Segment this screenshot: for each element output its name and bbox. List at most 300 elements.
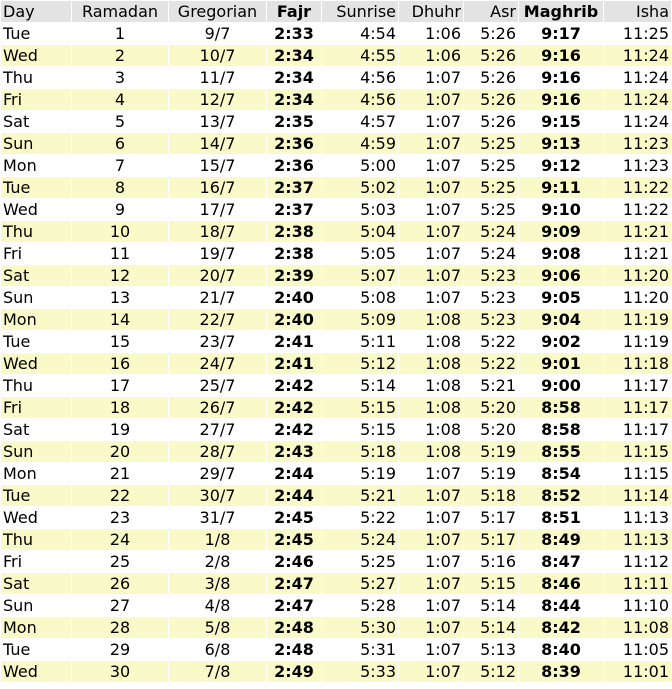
- table-row: [1, 639, 672, 661]
- cell-gregorian: 9/7: [169, 23, 267, 45]
- cell-dhuhr: 1:07: [399, 133, 464, 155]
- cell-ramadan: 9: [72, 199, 169, 221]
- cell-asr: 5:25: [464, 177, 519, 199]
- cell-fajr: 2:33: [267, 23, 322, 45]
- cell-isha: 11:19: [604, 309, 672, 331]
- cell-maghrib: 9:15: [519, 111, 604, 133]
- cell-gregorian: 3/8: [169, 573, 267, 595]
- cell-dhuhr: 1:07: [399, 67, 464, 89]
- cell-day: Wed: [1, 661, 72, 683]
- cell-fajr: 2:34: [267, 89, 322, 111]
- cell-dhuhr: 1:07: [399, 617, 464, 639]
- cell-maghrib: 8:40: [519, 639, 604, 661]
- cell-isha: 11:01: [604, 661, 672, 683]
- table-row: [1, 551, 672, 573]
- cell-maghrib: 9:05: [519, 287, 604, 309]
- cell-ramadan: 2: [72, 45, 169, 67]
- cell-dhuhr: 1:07: [399, 485, 464, 507]
- cell-sunrise: 5:33: [322, 661, 399, 683]
- table-header: [1, 1, 672, 23]
- cell-dhuhr: 1:08: [399, 419, 464, 441]
- cell-isha: 11:11: [604, 573, 672, 595]
- cell-ramadan: 25: [72, 551, 169, 573]
- cell-asr: 5:23: [464, 287, 519, 309]
- cell-sunrise: 5:22: [322, 507, 399, 529]
- cell-day: Fri: [1, 397, 72, 419]
- cell-asr: 5:19: [464, 463, 519, 485]
- cell-fajr: 2:34: [267, 67, 322, 89]
- cell-dhuhr: 1:07: [399, 287, 464, 309]
- cell-fajr: 2:49: [267, 661, 322, 683]
- cell-asr: 5:26: [464, 45, 519, 67]
- cell-isha: 11:13: [604, 507, 672, 529]
- cell-asr: 5:26: [464, 89, 519, 111]
- cell-day: Sat: [1, 419, 72, 441]
- cell-dhuhr: 1:07: [399, 265, 464, 287]
- cell-day: Tue: [1, 331, 72, 353]
- cell-day: Thu: [1, 375, 72, 397]
- cell-fajr: 2:42: [267, 419, 322, 441]
- cell-asr: 5:26: [464, 67, 519, 89]
- cell-dhuhr: 1:08: [399, 441, 464, 463]
- cell-gregorian: 6/8: [169, 639, 267, 661]
- cell-day: Mon: [1, 309, 72, 331]
- cell-dhuhr: 1:07: [399, 177, 464, 199]
- cell-fajr: 2:44: [267, 485, 322, 507]
- cell-gregorian: 23/7: [169, 331, 267, 353]
- cell-fajr: 2:37: [267, 199, 322, 221]
- cell-dhuhr: 1:07: [399, 551, 464, 573]
- cell-maghrib: 9:16: [519, 45, 604, 67]
- cell-dhuhr: 1:08: [399, 331, 464, 353]
- cell-sunrise: 5:04: [322, 221, 399, 243]
- header-sunrise: Sunrise: [322, 1, 399, 23]
- cell-isha: 11:15: [604, 463, 672, 485]
- cell-maghrib: 8:55: [519, 441, 604, 463]
- cell-ramadan: 8: [72, 177, 169, 199]
- cell-maghrib: 9:10: [519, 199, 604, 221]
- cell-sunrise: 5:27: [322, 573, 399, 595]
- cell-dhuhr: 1:07: [399, 89, 464, 111]
- cell-asr: 5:25: [464, 155, 519, 177]
- cell-sunrise: 4:56: [322, 67, 399, 89]
- cell-ramadan: 14: [72, 309, 169, 331]
- cell-gregorian: 13/7: [169, 111, 267, 133]
- table-row: [1, 45, 672, 67]
- cell-dhuhr: 1:07: [399, 595, 464, 617]
- cell-fajr: 2:48: [267, 639, 322, 661]
- cell-isha: 11:17: [604, 397, 672, 419]
- table-row: [1, 485, 672, 507]
- cell-isha: 11:20: [604, 287, 672, 309]
- cell-dhuhr: 1:07: [399, 529, 464, 551]
- header-dhuhr: Dhuhr: [399, 1, 464, 23]
- cell-maghrib: 8:58: [519, 419, 604, 441]
- cell-fajr: 2:40: [267, 309, 322, 331]
- cell-dhuhr: 1:07: [399, 155, 464, 177]
- cell-maghrib: 8:58: [519, 397, 604, 419]
- table-row: [1, 155, 672, 177]
- cell-sunrise: 5:25: [322, 551, 399, 573]
- table-row: [1, 331, 672, 353]
- cell-asr: 5:14: [464, 595, 519, 617]
- cell-ramadan: 7: [72, 155, 169, 177]
- cell-ramadan: 17: [72, 375, 169, 397]
- cell-asr: 5:26: [464, 23, 519, 45]
- cell-asr: 5:23: [464, 265, 519, 287]
- cell-day: Thu: [1, 67, 72, 89]
- cell-asr: 5:15: [464, 573, 519, 595]
- header-isha: Isha: [604, 1, 672, 23]
- cell-asr: 5:24: [464, 243, 519, 265]
- cell-gregorian: 29/7: [169, 463, 267, 485]
- cell-maghrib: 9:17: [519, 23, 604, 45]
- cell-asr: 5:12: [464, 661, 519, 683]
- cell-maghrib: 9:13: [519, 133, 604, 155]
- cell-gregorian: 28/7: [169, 441, 267, 463]
- table-row: [1, 177, 672, 199]
- cell-sunrise: 4:56: [322, 89, 399, 111]
- table-row: [1, 573, 672, 595]
- cell-ramadan: 12: [72, 265, 169, 287]
- cell-fajr: 2:46: [267, 551, 322, 573]
- cell-isha: 11:24: [604, 89, 672, 111]
- cell-ramadan: 21: [72, 463, 169, 485]
- cell-ramadan: 28: [72, 617, 169, 639]
- cell-ramadan: 27: [72, 595, 169, 617]
- cell-ramadan: 26: [72, 573, 169, 595]
- cell-sunrise: 4:57: [322, 111, 399, 133]
- cell-isha: 11:24: [604, 111, 672, 133]
- cell-gregorian: 27/7: [169, 419, 267, 441]
- table-row: [1, 661, 672, 683]
- table-row: [1, 617, 672, 639]
- cell-maghrib: 8:44: [519, 595, 604, 617]
- cell-fajr: 2:42: [267, 375, 322, 397]
- cell-asr: 5:25: [464, 133, 519, 155]
- cell-gregorian: 2/8: [169, 551, 267, 573]
- cell-asr: 5:16: [464, 551, 519, 573]
- cell-gregorian: 4/8: [169, 595, 267, 617]
- cell-sunrise: 5:24: [322, 529, 399, 551]
- cell-fajr: 2:42: [267, 397, 322, 419]
- cell-fajr: 2:36: [267, 133, 322, 155]
- cell-isha: 11:23: [604, 155, 672, 177]
- cell-isha: 11:23: [604, 133, 672, 155]
- cell-ramadan: 18: [72, 397, 169, 419]
- cell-dhuhr: 1:07: [399, 507, 464, 529]
- cell-gregorian: 20/7: [169, 265, 267, 287]
- header-day: Day: [1, 1, 72, 23]
- cell-isha: 11:21: [604, 221, 672, 243]
- cell-sunrise: 5:28: [322, 595, 399, 617]
- cell-ramadan: 5: [72, 111, 169, 133]
- cell-fajr: 2:44: [267, 463, 322, 485]
- cell-day: Tue: [1, 177, 72, 199]
- cell-maghrib: 9:16: [519, 67, 604, 89]
- table-row: [1, 199, 672, 221]
- cell-sunrise: 5:15: [322, 419, 399, 441]
- cell-day: Mon: [1, 463, 72, 485]
- cell-isha: 11:22: [604, 177, 672, 199]
- cell-sunrise: 5:21: [322, 485, 399, 507]
- cell-asr: 5:20: [464, 419, 519, 441]
- cell-day: Wed: [1, 353, 72, 375]
- table-row: [1, 89, 672, 111]
- cell-sunrise: 5:14: [322, 375, 399, 397]
- cell-asr: 5:22: [464, 331, 519, 353]
- cell-fajr: 2:36: [267, 155, 322, 177]
- cell-dhuhr: 1:07: [399, 243, 464, 265]
- cell-sunrise: 5:30: [322, 617, 399, 639]
- cell-dhuhr: 1:08: [399, 397, 464, 419]
- cell-maghrib: 9:02: [519, 331, 604, 353]
- cell-day: Fri: [1, 89, 72, 111]
- cell-dhuhr: 1:06: [399, 45, 464, 67]
- table-row: [1, 309, 672, 331]
- table-row: [1, 595, 672, 617]
- cell-gregorian: 16/7: [169, 177, 267, 199]
- cell-ramadan: 11: [72, 243, 169, 265]
- cell-gregorian: 22/7: [169, 309, 267, 331]
- cell-day: Thu: [1, 221, 72, 243]
- cell-fajr: 2:34: [267, 45, 322, 67]
- cell-gregorian: 25/7: [169, 375, 267, 397]
- cell-fajr: 2:43: [267, 441, 322, 463]
- cell-sunrise: 5:02: [322, 177, 399, 199]
- cell-maghrib: 8:51: [519, 507, 604, 529]
- cell-day: Wed: [1, 45, 72, 67]
- cell-ramadan: 13: [72, 287, 169, 309]
- cell-fajr: 2:35: [267, 111, 322, 133]
- header-fajr: Fajr: [267, 1, 322, 23]
- cell-fajr: 2:41: [267, 353, 322, 375]
- cell-dhuhr: 1:07: [399, 573, 464, 595]
- cell-gregorian: 14/7: [169, 133, 267, 155]
- header-maghrib: Maghrib: [519, 1, 604, 23]
- cell-isha: 11:13: [604, 529, 672, 551]
- cell-maghrib: 9:08: [519, 243, 604, 265]
- cell-day: Wed: [1, 199, 72, 221]
- cell-maghrib: 8:39: [519, 661, 604, 683]
- cell-ramadan: 6: [72, 133, 169, 155]
- cell-gregorian: 30/7: [169, 485, 267, 507]
- cell-ramadan: 3: [72, 67, 169, 89]
- cell-isha: 11:12: [604, 551, 672, 573]
- cell-isha: 11:19: [604, 331, 672, 353]
- cell-fajr: 2:38: [267, 243, 322, 265]
- cell-isha: 11:18: [604, 353, 672, 375]
- cell-day: Fri: [1, 243, 72, 265]
- cell-sunrise: 5:12: [322, 353, 399, 375]
- cell-gregorian: 18/7: [169, 221, 267, 243]
- cell-day: Mon: [1, 617, 72, 639]
- cell-isha: 11:08: [604, 617, 672, 639]
- cell-ramadan: 23: [72, 507, 169, 529]
- cell-ramadan: 16: [72, 353, 169, 375]
- cell-sunrise: 5:05: [322, 243, 399, 265]
- cell-gregorian: 10/7: [169, 45, 267, 67]
- cell-gregorian: 21/7: [169, 287, 267, 309]
- cell-maghrib: 9:16: [519, 89, 604, 111]
- cell-day: Sun: [1, 595, 72, 617]
- cell-fajr: 2:47: [267, 595, 322, 617]
- table-body: [1, 23, 672, 683]
- cell-fajr: 2:41: [267, 331, 322, 353]
- cell-dhuhr: 1:06: [399, 23, 464, 45]
- cell-ramadan: 10: [72, 221, 169, 243]
- cell-isha: 11:17: [604, 375, 672, 397]
- cell-asr: 5:20: [464, 397, 519, 419]
- cell-gregorian: 17/7: [169, 199, 267, 221]
- cell-gregorian: 12/7: [169, 89, 267, 111]
- cell-day: Sat: [1, 111, 72, 133]
- cell-dhuhr: 1:07: [399, 639, 464, 661]
- cell-gregorian: 5/8: [169, 617, 267, 639]
- cell-isha: 11:25: [604, 23, 672, 45]
- cell-asr: 5:23: [464, 309, 519, 331]
- cell-dhuhr: 1:07: [399, 221, 464, 243]
- table-row: [1, 133, 672, 155]
- cell-fajr: 2:45: [267, 529, 322, 551]
- cell-gregorian: 24/7: [169, 353, 267, 375]
- table-row: [1, 265, 672, 287]
- cell-sunrise: 5:18: [322, 441, 399, 463]
- cell-dhuhr: 1:08: [399, 353, 464, 375]
- table-row: [1, 419, 672, 441]
- header-gregorian: Gregorian: [169, 1, 267, 23]
- cell-asr: 5:26: [464, 111, 519, 133]
- cell-ramadan: 29: [72, 639, 169, 661]
- table-row: [1, 67, 672, 89]
- cell-sunrise: 4:59: [322, 133, 399, 155]
- cell-ramadan: 24: [72, 529, 169, 551]
- cell-fajr: 2:38: [267, 221, 322, 243]
- table-row: [1, 287, 672, 309]
- cell-maghrib: 8:42: [519, 617, 604, 639]
- cell-day: Sun: [1, 287, 72, 309]
- table-row: [1, 375, 672, 397]
- cell-dhuhr: 1:07: [399, 199, 464, 221]
- cell-ramadan: 30: [72, 661, 169, 683]
- cell-maghrib: 9:01: [519, 353, 604, 375]
- table-row: [1, 23, 672, 45]
- cell-isha: 11:21: [604, 243, 672, 265]
- table-row: [1, 353, 672, 375]
- cell-gregorian: 1/8: [169, 529, 267, 551]
- table-row: [1, 529, 672, 551]
- header-row: [1, 1, 672, 23]
- cell-asr: 5:17: [464, 507, 519, 529]
- cell-ramadan: 20: [72, 441, 169, 463]
- table-row: [1, 397, 672, 419]
- cell-dhuhr: 1:07: [399, 111, 464, 133]
- cell-day: Sat: [1, 265, 72, 287]
- cell-gregorian: 15/7: [169, 155, 267, 177]
- cell-fajr: 2:45: [267, 507, 322, 529]
- cell-sunrise: 4:55: [322, 45, 399, 67]
- cell-sunrise: 5:08: [322, 287, 399, 309]
- cell-isha: 11:10: [604, 595, 672, 617]
- cell-day: Sun: [1, 133, 72, 155]
- cell-maghrib: 8:46: [519, 573, 604, 595]
- cell-day: Tue: [1, 485, 72, 507]
- table-row: [1, 507, 672, 529]
- cell-ramadan: 1: [72, 23, 169, 45]
- header-ramadan: Ramadan: [72, 1, 169, 23]
- cell-sunrise: 5:15: [322, 397, 399, 419]
- cell-maghrib: 8:49: [519, 529, 604, 551]
- cell-asr: 5:13: [464, 639, 519, 661]
- cell-fajr: 2:47: [267, 573, 322, 595]
- cell-maghrib: 8:47: [519, 551, 604, 573]
- cell-gregorian: 19/7: [169, 243, 267, 265]
- cell-fajr: 2:37: [267, 177, 322, 199]
- table-row: [1, 441, 672, 463]
- cell-maghrib: 9:09: [519, 221, 604, 243]
- cell-dhuhr: 1:07: [399, 661, 464, 683]
- cell-isha: 11:17: [604, 419, 672, 441]
- cell-isha: 11:14: [604, 485, 672, 507]
- cell-day: Wed: [1, 507, 72, 529]
- cell-day: Sun: [1, 441, 72, 463]
- cell-sunrise: 5:07: [322, 265, 399, 287]
- cell-gregorian: 7/8: [169, 661, 267, 683]
- table-row: [1, 243, 672, 265]
- table-row: [1, 463, 672, 485]
- cell-maghrib: 9:11: [519, 177, 604, 199]
- cell-day: Sat: [1, 573, 72, 595]
- cell-day: Fri: [1, 551, 72, 573]
- cell-fajr: 2:40: [267, 287, 322, 309]
- cell-sunrise: 4:54: [322, 23, 399, 45]
- cell-sunrise: 5:31: [322, 639, 399, 661]
- cell-asr: 5:24: [464, 221, 519, 243]
- cell-gregorian: 31/7: [169, 507, 267, 529]
- cell-gregorian: 26/7: [169, 397, 267, 419]
- cell-gregorian: 11/7: [169, 67, 267, 89]
- cell-maghrib: 8:54: [519, 463, 604, 485]
- cell-isha: 11:22: [604, 199, 672, 221]
- cell-asr: 5:14: [464, 617, 519, 639]
- cell-day: Thu: [1, 529, 72, 551]
- cell-isha: 11:20: [604, 265, 672, 287]
- cell-maghrib: 9:06: [519, 265, 604, 287]
- cell-day: Tue: [1, 23, 72, 45]
- table-row: [1, 111, 672, 133]
- cell-fajr: 2:39: [267, 265, 322, 287]
- cell-ramadan: 4: [72, 89, 169, 111]
- cell-sunrise: 5:11: [322, 331, 399, 353]
- cell-ramadan: 19: [72, 419, 169, 441]
- cell-isha: 11:24: [604, 45, 672, 67]
- table-row: [1, 221, 672, 243]
- cell-sunrise: 5:09: [322, 309, 399, 331]
- header-asr: Asr: [464, 1, 519, 23]
- cell-ramadan: 22: [72, 485, 169, 507]
- cell-isha: 11:24: [604, 67, 672, 89]
- cell-dhuhr: 1:07: [399, 463, 464, 485]
- cell-dhuhr: 1:08: [399, 375, 464, 397]
- cell-fajr: 2:48: [267, 617, 322, 639]
- cell-dhuhr: 1:08: [399, 309, 464, 331]
- cell-sunrise: 5:00: [322, 155, 399, 177]
- cell-ramadan: 15: [72, 331, 169, 353]
- cell-asr: 5:17: [464, 529, 519, 551]
- cell-asr: 5:21: [464, 375, 519, 397]
- cell-isha: 11:15: [604, 441, 672, 463]
- cell-sunrise: 5:19: [322, 463, 399, 485]
